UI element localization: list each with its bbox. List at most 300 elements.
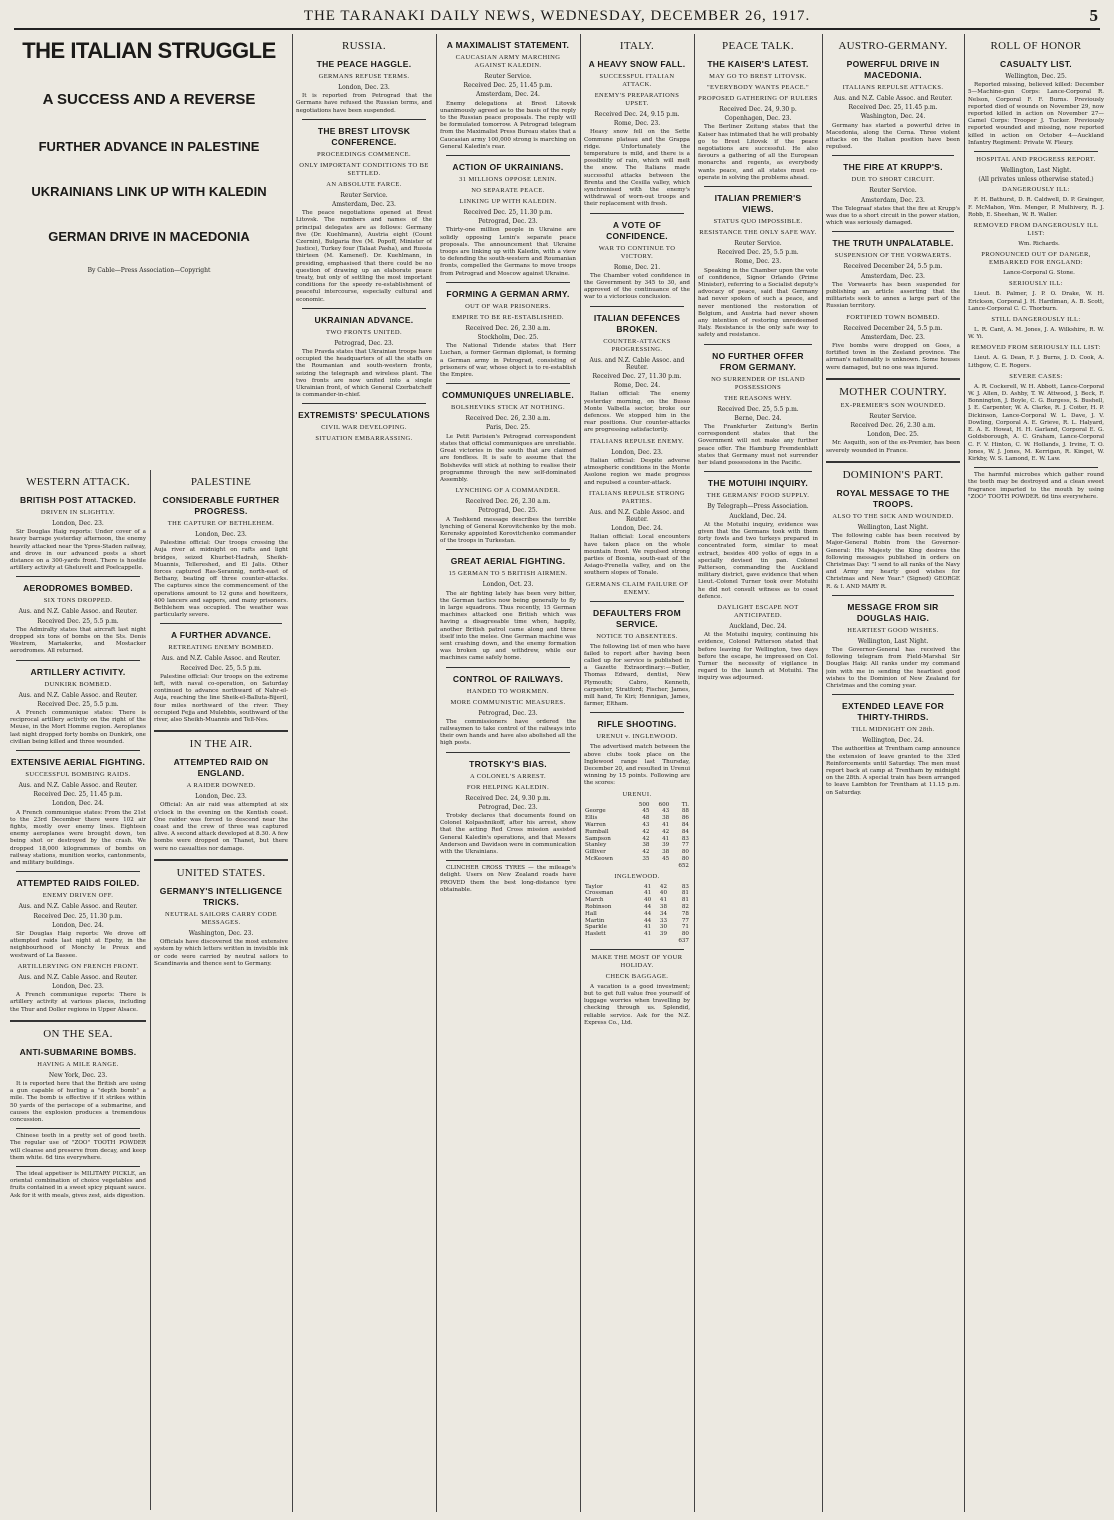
score-cell: 86 [681, 815, 689, 822]
article-subheading: STATUS QUO IMPOSSIBLE. [713, 218, 803, 226]
article-body: The Governor-General has received the following telegram from Field-Marshal Sir Douglas Haig: All ranks under my command join with me in sending the heartiest good wishes to the Dominion of New Zealand for Christmas and the coming year. [826, 646, 960, 689]
article-subheading: HEARTIEST GOOD WISHES. [847, 626, 939, 634]
score-cell: 38 [659, 903, 668, 910]
score-cell: 34 [659, 910, 668, 917]
score-cell: 44 [644, 903, 652, 910]
score-cell: 42 [642, 849, 650, 856]
name-list: A. R. Cockerell, W. H. Abbott, Lance-Corporal W. J. Allen, D. Ashby, T. W. Attwood, J. Beck, F. Bonnington, J. Boyle, C. G. Burgess, S. Bushell, J. E. Carpenter, W. A. Clarke, R. J. Coiter, H. P. Dickinson, Lance-Corporal W. L. Dave, J. V. Dowling, Corporal A. E. Grieve, R. L. Halyard, E. A. E. Howat, H. H. Garland, Corporal E. G. Goldsborough, A. C. Graham, Lance-Corporal C. F. V. Hinton, C. W. Hollands, J. Irvine, T. O. Jones, W. J. Jones, M. Kerrigan, R. Kinget, W. Kirkby, W. S. Lamond, E. W. Law. [968, 383, 1104, 462]
article-heading: THE KAISER'S LATEST. [707, 59, 809, 69]
article-subheading: THE REASONS WHY. [723, 394, 793, 402]
article-subheading: MORE COMMUNISTIC MEASURES. [450, 698, 566, 706]
table-row [584, 897, 690, 904]
article-subheading: 15 GERMAN TO 5 BRITISH AIRMEN. [448, 570, 568, 578]
section-heading: RUSSIA. [342, 40, 386, 52]
dateline: Amsterdam, Dec. 23. [861, 333, 925, 341]
article-heading: A HEAVY SNOW FALL. [588, 59, 686, 69]
divider [302, 119, 426, 120]
dateline: London, Dec. 25. [867, 431, 919, 439]
dateline: Paris, Dec. 25. [485, 424, 531, 432]
article-heading: EXTENDED LEAVE FOR THIRTY-THIRDS. [841, 701, 945, 723]
divider [16, 576, 140, 577]
article-heading: A FURTHER ADVANCE. [171, 630, 271, 641]
divider [590, 306, 684, 307]
divider [302, 308, 426, 309]
score-cell: 41 [644, 931, 652, 938]
table-row [584, 924, 690, 931]
column-rule [694, 34, 695, 1512]
table-row [584, 931, 690, 938]
score-cell: 45 [662, 855, 670, 862]
dateline: Rome, Dec. 24. [613, 382, 661, 390]
article-subheading: THE CAPTURE OF BETHLEHEM. [167, 520, 275, 527]
article-body: Sir Douglas Haig reports: We drove off attempted raids last night at Epehy, in the neighbourhood of Monchy le Preux and westward of La Bassee. [10, 930, 146, 959]
dateline: Wellington, Last Night. [857, 637, 929, 645]
article-subheading: CIVIL WAR DEVELOPING. [321, 424, 407, 432]
article-subheading: 31 MILLIONS OPPOSE LENIN. [459, 176, 557, 184]
divider [16, 1128, 140, 1129]
source-line: Aus. and N.Z. Cable Assoc. and Reuter. [18, 608, 138, 616]
article-subheading: PROPOSED GATHERING OF RULERS [698, 95, 818, 102]
dateline: Wellington, Dec. 24. [862, 737, 924, 745]
name-list: Lieut. B. Palmer, J. P. O. Drake, W. H. Erickson, Corporal J. H. Hardiman, A. B. Scott, Lance-Corporal C. C. Thorburn. [968, 291, 1104, 312]
score-cell: 42 [642, 835, 650, 842]
article-body: Official: An air raid was attempted at six o'clock in the evening on the Kentish coast. One raider was forced to descend near the coast and the crew of three was captured alive. A second attack developed at 8.30. A few bombs were dropped on Thanet, but there were no casualties nor damage. [154, 802, 288, 852]
article-subheading: SUCCESSFUL ITALIAN ATTACK. [599, 73, 675, 88]
article-body: Sir Douglas Haig reports: Under cover of a heavy barrage yesterday afternoon, the enemy heavily attacked near the Ypres-Staden railway, and drove in our advanced posts a short distance on a 300-yards front. There is hostile artillery activity at Gheluvelt and Poelcappelle. [10, 529, 146, 572]
score-cell: 38 [642, 842, 650, 849]
advertisement: CLINCHER CROSS TYRES — the mileage's delight. Users on New Zealand roads have PROVED them the best long-distance tyre obtainable. [440, 865, 576, 893]
article-subheading: DUE TO SHORT CIRCUIT. [851, 176, 935, 184]
article-subheading: HANDED TO WORKMEN. [466, 687, 550, 695]
article-subheading: SUCCESSFUL BOMBING RAIDS. [25, 771, 131, 779]
score-cell: 42 [642, 828, 650, 835]
article-heading: BRITISH POST ATTACKED. [20, 495, 136, 505]
divider [16, 1166, 140, 1167]
source-line: Reuter Service. [869, 187, 917, 195]
source-line: Aus. and N.Z. Cable Assoc. and Reuter. [833, 95, 953, 102]
article-subheading: CHECK BAGGAGE. [605, 972, 669, 980]
table-row [584, 884, 690, 891]
dateline: London, Dec. 23. [52, 520, 104, 527]
article-body: The Pravda states that Ukrainian troops have occupied the headquarters of all the staffs on the Roumanian and south-western fronts, seizing the telegraph and wireless plant. The two fronts are now united into a single Ukrainian front, of which General Czerbatcheff is commander-in-chief. [296, 349, 432, 399]
divider [704, 471, 812, 472]
column-1-header [10, 34, 288, 474]
source-line: Aus. and N.Z. Cable Assoc. and Reuter. [18, 782, 138, 790]
article-body: The advertised match between the above clubs took place on the Inglewood range last Thursday, December 20, and resulted in Urenui winning by 15 points. Following are the scores: [584, 744, 690, 787]
score-cell: 41 [659, 897, 668, 904]
article-subheading: MAKE THE MOST OF YOUR HOLIDAY. [591, 953, 683, 969]
list-heading: DANGEROUSLY ILL: [1002, 186, 1070, 194]
masthead-title: THE TARANAKI DAILY NEWS, WEDNESDAY, DECEMBER 26, 1917. [303, 8, 811, 24]
shooter-name: Haslett [585, 931, 606, 938]
section-heading: PALESTINE [190, 476, 252, 488]
section-heading: MOTHER COUNTRY. [839, 385, 947, 398]
article-body: The Telegraaf states that the fire at Krupp's was due to a short circuit in the power station, which was seriously damaged. [826, 205, 960, 227]
article-body: Heavy snow fell on the Sette Commune plateau and the Grappa ridge. Unfortunately the temperature is mild, and there is a possibility of rain, which will melt the snow. The Italians made successful attacks between the Brenta and the Cesilla valley, which synchronised with the enemy's withdrawal of worn-out troops and their replacement with fresh. [584, 129, 690, 208]
article-subheading: MAY GO TO BREST LITOVSK. [709, 73, 807, 80]
article-subheading: ALSO TO THE SICK AND WOUNDED. [832, 512, 954, 520]
shooter-name: Ellis [585, 815, 598, 822]
score-cell: 82 [681, 903, 689, 910]
column-rule [150, 470, 151, 1510]
article-subheading: EX-PREMIER'S SON WOUNDED. [840, 401, 946, 409]
note: (All privates unless otherwise stated.) [978, 176, 1094, 184]
column-rule [292, 34, 293, 1512]
table-row [584, 890, 690, 897]
article-subheading: COUNTER-ATTACKS PROGRESSING. [603, 337, 671, 353]
dateline: Rome, Dec. 23. [613, 120, 661, 128]
article-subheading: OUT OF WAR PRISONERS. [465, 302, 551, 310]
column-rule [436, 34, 437, 1512]
score-cell: 42 [659, 883, 668, 890]
dateline: New York, Dec. 23. [48, 1071, 108, 1079]
dateline: Received Dec. 25, 5.5 p.m. [717, 249, 799, 257]
score-cell: 42 [662, 828, 670, 835]
divider [446, 155, 570, 156]
divider [446, 383, 570, 384]
article-heading: RIFLE SHOOTING. [597, 719, 677, 730]
dateline: Received Dec. 24, 9.30 p.m. [465, 794, 551, 802]
article-subheading: DRIVEN IN SLIGHTLY. [40, 509, 116, 516]
dateline: London, Dec. 23. [52, 982, 104, 990]
list-heading: PRONOUNCED OUT OF DANGER, EMBARKED FOR ENGLAND: [981, 251, 1091, 267]
dateline: Wellington, Last Night. [1000, 167, 1072, 175]
divider [16, 871, 140, 872]
article-subheading: ENEMY DRIVEN OFF. [42, 892, 114, 900]
divider [704, 344, 812, 345]
dateline: Petrograd, Dec. 23. [478, 218, 538, 226]
dateline: Received Dec. 24, 9.30 p. [719, 106, 797, 113]
article-body: It is reported here that the British are using a gun capable of hurling a "depth bomb" a mile. The bomb is effective if it strikes within 50 yards of the periscope of a submarine, and causes the explosion produces a tremendous concussion. [10, 1080, 146, 1123]
masthead [14, 6, 1100, 30]
dateline: London, Oct. 23. [482, 581, 534, 589]
team-label: URENUI. [622, 790, 652, 798]
section-heading: ROLL OF HONOR [990, 40, 1082, 52]
score-cell: 81 [681, 890, 689, 897]
article-heading: GREAT AERIAL FIGHTING. [450, 556, 566, 567]
article-body: Mr. Asquith, son of the ex-Premier, has been severely wounded in France. [826, 440, 960, 454]
score-cell: 30 [659, 924, 668, 931]
headline-deck-1: A SUCCESS AND A REVERSE [42, 91, 256, 108]
dateline: Received Dec. 24, 9.15 p.m. [594, 111, 680, 118]
score-cell: 84 [681, 821, 689, 828]
score-table-inglewood [584, 884, 690, 945]
shooter-name: Sparkle [585, 924, 607, 931]
score-cell: 78 [681, 910, 689, 917]
section-heading: ITALY. [619, 40, 655, 52]
article-subheading: NEUTRAL SAILORS CARRY CODE MESSAGES. [165, 910, 277, 926]
column-header: Tl. [681, 801, 689, 808]
article-subheading: BOLSHEVIKS STICK AT NOTHING. [450, 404, 565, 412]
table-row [584, 918, 690, 925]
article-subheading: LINKING UP WITH KALEDIN. [459, 198, 557, 206]
table-row [584, 904, 690, 911]
dateline: London, Dec. 24. [611, 525, 663, 533]
article-heading: THE MOTUIHI INQUIRY. [707, 478, 809, 489]
table-row [584, 808, 690, 815]
score-cell: 44 [644, 910, 652, 917]
main-headline: THE ITALIAN STRUGGLE [22, 38, 276, 63]
article-subheading: "EVERYBODY WANTS PEACE." [706, 84, 810, 91]
dateline: Rome, Dec. 23. [734, 258, 782, 266]
score-cell: 38 [662, 849, 670, 856]
article-body: Germany has started a powerful drive in Macedonia, along the Cerna. Three violent attacks on the Italian position have been repulsed. [826, 122, 960, 151]
article-heading: DEFAULTERS FROM SERVICE. [593, 607, 681, 629]
divider [154, 730, 288, 732]
shooter-name: Robinson [585, 903, 612, 910]
dateline: London, Dec. 23. [195, 531, 247, 538]
dateline: Amsterdam, Dec. 24. [476, 91, 540, 99]
dateline: Washington, Dec. 23. [188, 929, 254, 937]
article-subheading: ARTILLERYING ON FRENCH FRONT. [17, 962, 139, 970]
divider [832, 155, 954, 156]
score-cell: 83 [681, 835, 689, 842]
shooter-name: March [585, 897, 604, 904]
list-heading: SERIOUSLY ILL: [1009, 280, 1063, 288]
article-body: Italian official: The enemy yesterday morning, on the Busso Monte Valbella sector, broke our defences. We stopped him in the rear positions. Our counter-attacks are progressing satisfactorily. [584, 391, 690, 434]
score-cell: 41 [662, 835, 670, 842]
shooter-name: Rumball [585, 828, 609, 835]
list-heading: REMOVED FROM DANGEROUSLY ILL LIST: [973, 222, 1099, 238]
article-subheading: A RAIDER DOWNED. [186, 782, 256, 790]
dateline: London, Dec. 24. [52, 921, 104, 929]
article-heading: ROYAL MESSAGE TO THE TROOPS. [836, 487, 950, 509]
source-line: Aus. and N.Z. Cable Assoc. and Reuter. [589, 356, 685, 371]
article-body: Le Petit Parisien's Petrograd correspondent states that official communiques are unreliable. Great victories in the south that are claimed are fondless. It is safe to assume that the Bolsheviks will stick at nothing to realise their programme through the new self-dominated Assembly. [440, 433, 576, 483]
list-heading: SEVERE CASES: [1009, 372, 1063, 380]
dateline: London, Dec. 24. [52, 800, 104, 808]
table-row [584, 849, 690, 856]
dateline: Received Dec. 25, 11.45 p.m. [848, 104, 938, 112]
headline-deck-3: UKRAINIANS LINK UP WITH KALEDIN [31, 184, 267, 199]
article-heading: THE TRUTH UNPALATABLE. [832, 238, 954, 249]
article-heading: EXTENSIVE AERIAL FIGHTING. [10, 757, 146, 768]
dateline: Received Dec. 25, 11.45 p.m. [33, 791, 123, 799]
dateline: London, Dec. 23. [195, 793, 247, 801]
article-heading: AERODROMES BOMBED. [23, 583, 133, 594]
article-heading: FORMING A GERMAN ARMY. [446, 288, 570, 299]
dateline: Received Dec. 26, 2.30 a.m. [465, 415, 551, 423]
source-line: Aus. and N.Z. Cable Assoc. and Reuter. [161, 655, 281, 663]
name-list: F. H. Bathurst, D. R. Caldwell, D. P. Grainger, F. McMahon, Wm. Menger, P. Mulhivery, R. J. Robb, E. Sheehan, W. R. Waller. [968, 197, 1104, 218]
table-total-row [584, 863, 690, 870]
article-subheading: ITALIANS REPULSE STRONG PARTIES. [588, 489, 686, 505]
article-body: The following list of men who have failed to report after having been called up for service is published in a Gazette Extraordinary:—Butler, Thomas Edward, dentist, New Plymouth; Cabro, Kenneth, carpenter, Stratford; Fischer, James, mill hand, Te Kiri; Hennigan, James, farmer, Eltham. [584, 643, 690, 708]
article-subheading: NO SEPARATE PEACE. [471, 187, 545, 195]
shooter-name: Hall [585, 910, 597, 917]
article-body: A French communique states: There is reciprocal artillery activity on the right of the Meuse, in the Mort Homme region. Aeroplanes last night dropped forty bombs on Dunkirk, one civilian being killed and three wounded. [10, 710, 146, 745]
article-heading: ITALIAN PREMIER'S VIEWS. [714, 193, 802, 215]
dateline: Stockholm, Dec. 25. [477, 334, 539, 342]
dateline: Received Dec. 25, 11.45 p.m. [463, 82, 553, 90]
article-heading: EXTREMISTS' SPECULATIONS [298, 410, 430, 421]
dateline: Petrograd, Dec. 23. [334, 339, 394, 347]
article-subheading: AN ABSOLUTE FARCE. [326, 180, 402, 188]
dateline: Petrograd, Dec. 23. [478, 709, 538, 717]
divider [446, 752, 570, 753]
score-cell: 40 [644, 897, 652, 904]
article-subheading: TILL MIDNIGHT ON 28th. [851, 726, 935, 734]
divider [302, 403, 426, 404]
article-body: The Chamber voted confidence in the Government by 345 to 30, and approved of the continuance of the war to a victorious conclusion. [584, 272, 690, 301]
page-number: 5 [1089, 6, 1098, 25]
article-subheading: SUSPENSION OF THE VORWAERTS. [834, 252, 952, 260]
dateline: Wellington, Last Night. [857, 523, 929, 531]
article-body: The National Tidende states that Herr Luchan, a former German diplomat, is forming a German army in Petrograd, consisting of prisoners of war, whose object is to re-establish the Empire. [440, 343, 576, 379]
source-line: Aus. and N.Z. Cable Assoc. and Reuter. [18, 691, 138, 699]
score-cell: 43 [642, 821, 650, 828]
article-subheading: RESISTANCE THE ONLY SAFE WAY. [699, 229, 817, 237]
article-body: A Tashkend message describes the terrible lynching of General Korovitchenko by the mob. Kerensky appointed Korovitchenko commander of the troops in Turkestan. [440, 516, 576, 545]
table-row [584, 822, 690, 829]
article-subheading: NO SURRENDER OF ISLAND POSSESSIONS [711, 375, 805, 391]
section-heading: ON THE SEA. [43, 1027, 113, 1040]
article-heading: GERMANY'S INTELLIGENCE TRICKS. [159, 885, 283, 907]
article-body: Five bombs were dropped on Goes, a fortified town in the Zeeland province. The airman's nationality is unknown. Some houses were damaged, but no one was injured. [826, 343, 960, 371]
article-body: At the Motuihi inquiry, evidence was given that the Germans took with them forty fowls and two turkeys prepared in concentrated form, similar to meat extract, besides 400 yolks of eggs in a specially devised tin pan. Colonel Patterson, commanding the Auckland military district, gave evidence that when Lieut.-Colonel Turner took over Motuihi he did not consult witness as to coast defence. [698, 521, 818, 600]
team-total: 652 [678, 862, 689, 869]
source-line: Reuter Service. [869, 412, 917, 420]
divider [446, 667, 570, 668]
list-heading: STILL DANGEROUSLY ILL: [991, 316, 1081, 324]
article-heading: THE PEACE HAGGLE. [316, 59, 412, 69]
article-subheading: HOSPITAL AND PROGRESS REPORT. [976, 156, 1096, 164]
column-5 [698, 34, 818, 1514]
shooter-name: George [585, 808, 606, 815]
source-line: Aus. and N.Z. Cable Assoc. and Reuter. [18, 973, 138, 981]
dateline: Received Dec. 25, 11.30 p.m. [33, 912, 123, 920]
article-body: The Admiralty states that aircraft last night dropped six tons of bombs on the Sts. Denis Westrem, Mariakerke, and Mostacker aerodromes. All returned. [10, 626, 146, 655]
article-subheading: PROCEEDINGS COMMENCE. [317, 150, 411, 158]
dateline: London, Dec. 23. [338, 84, 390, 91]
column-7 [968, 34, 1104, 1514]
column-rule [822, 34, 823, 1512]
article-body: Italian official: Despite adverse atmospheric conditions in the Monte Asolone region we made progress and repulsed a counter-attack. [584, 457, 690, 486]
article-body: The peace negotiations opened at Brest Litovsk. The numbers and names of the principal delegates are as follows: Germany five (Dr. Kuehlmann), Austria eight (Count Czernin), Bulgaria five (M. Popoff, Minister of Justice), Turkey four (Talaat Pasha), and Russia thirteen (M. Kamenef). Dr. Kuehlmann, in presiding, emphasised that there could be no question of drawing up an elaborate peace treaty, but only of settling the most important conditions for the speedy re-establishment of peaceful intercourse, especially cultural and economic. [296, 210, 432, 303]
score-cell: 77 [681, 917, 689, 924]
advertisement: The harmful microbes which gather round the teeth may be destroyed and a clean sweet fragrance imparted to the mouth by using "ZOO" TOOTH POWDER. 6d tins everywhere. [968, 472, 1104, 500]
section-heading: IN THE AIR. [189, 738, 253, 751]
article-subheading: SITUATION EMBARRASSING. [315, 435, 413, 443]
divider [826, 378, 960, 380]
article-heading: POWERFUL DRIVE IN MACEDONIA. [846, 59, 940, 80]
article-subheading: GERMANS REFUSE TERMS. [318, 73, 410, 80]
score-cell: 80 [681, 849, 689, 856]
divider [826, 461, 960, 463]
source-line: Reuter Service. [484, 73, 532, 80]
list-heading: REMOVED FROM SERIOUSLY ILL LIST: [971, 344, 1101, 352]
dateline: Amsterdam, Dec. 23. [861, 272, 925, 280]
column-rule [964, 34, 965, 1512]
article-subheading: SIX TONS DROPPED. [43, 597, 113, 605]
table-body [584, 884, 690, 938]
article-heading: TROTSKY'S BIAS. [469, 758, 547, 769]
dateline: Amsterdam, Dec. 23. [332, 201, 396, 209]
score-cell: 71 [681, 924, 689, 931]
name-list: Wm. Richards. [1018, 241, 1060, 248]
article-subheading: ENEMY'S PREPARATIONS UPSET. [594, 92, 680, 107]
column-4 [584, 34, 690, 1514]
section-heading: WESTERN ATTACK. [26, 476, 130, 488]
score-cell: 44 [644, 917, 652, 924]
score-cell: 43 [662, 808, 670, 815]
article-heading: ACTION OF UKRAINIANS. [452, 162, 564, 173]
divider [446, 549, 570, 550]
team-label: INGLEWOOD. [614, 872, 660, 880]
table-total-row [584, 938, 690, 945]
dateline: Auckland, Dec. 24. [729, 512, 787, 520]
article-body: Thirty-one million people in Ukraine are solidly opposing Lenin's separate peace proposals. The announcement that Ukraine troops are linking up with Kaledin, with a view to defending the south-western and Roumanian fronts, compelled the Germans to move troops from Petrograd and Moscow against Ukraine. [440, 227, 576, 277]
article-body: A French communique states: From the 21st to the 23rd December there were 102 air fights, mostly over enemy lines. Eighteen enemy aeroplanes were brought down, ten being shot or destroyed by the crash. We dropped 18,000 kilogrammes of bombs on railway stations, munition works, cantonments, and military buildings. [10, 809, 146, 867]
article-subheading: THE GERMANS' FOOD SUPPLY. [706, 492, 810, 500]
dateline: Copenhagen, Dec. 23. [724, 115, 792, 123]
article-subheading: NOTICE TO ABSENTEES. [596, 632, 678, 640]
divider [160, 623, 282, 624]
shooter-name: Stanley [585, 842, 607, 849]
article-heading: MESSAGE FROM SIR DOUGLAS HAIG. [847, 601, 939, 623]
divider [590, 712, 684, 713]
article-body: It is reported from Petrograd that the Germans have refused the Russian terms, and negotiations have been suspended. [296, 93, 432, 114]
score-cell: 39 [662, 842, 670, 849]
score-cell: 81 [681, 897, 689, 904]
column-1b [154, 470, 288, 1514]
name-list: L. R. Cant, A. M. Jones, J. A. Wilkshire, R. W. W. Yi. [968, 327, 1104, 341]
shooter-name: Gilliver [585, 849, 606, 856]
article-heading: CONTROL OF RAILWAYS. [452, 673, 564, 684]
score-cell: 41 [644, 924, 652, 931]
dateline: Received Dec. 26, 2.30 a.m. [465, 324, 551, 332]
score-cell: 77 [681, 842, 689, 849]
column-2 [296, 34, 432, 1514]
article-heading: ANTI-SUBMARINE BOMBS. [19, 1046, 137, 1057]
dateline: Berne, Dec. 24. [734, 414, 782, 422]
article-body: The commissioners have ordered the railwaymen to take control of the railways into their own hands and have also abolished all the high posts. [440, 718, 576, 747]
dateline: Received Dec. 26, 2.30 a.m. [850, 422, 936, 430]
table-row [584, 836, 690, 843]
divider [974, 151, 1098, 152]
article-heading: COMMUNIQUES UNRELIABLE. [441, 390, 575, 401]
shooter-name: Crossman [585, 890, 614, 897]
dateline: Petrograd, Dec. 25. [478, 507, 538, 515]
article-heading: ARTILLERY ACTIVITY. [30, 666, 126, 677]
section-heading: UNITED STATES. [176, 866, 266, 879]
article-heading: NO FURTHER OFFER FROM GERMANY. [712, 350, 804, 372]
divider [974, 467, 1098, 468]
article-heading: A MAXIMALIST STATEMENT. [446, 40, 570, 50]
divider [832, 595, 954, 596]
article-subheading: WAR TO CONTINUE TO VICTORY. [598, 244, 676, 260]
divider [590, 213, 684, 214]
divider [590, 601, 684, 602]
article-subheading: ONLY IMPORTANT CONDITIONS TO BE SETTLED. [299, 161, 429, 177]
dateline: London, Dec. 23. [611, 448, 663, 456]
article-heading: THE FIRE AT KRUPP'S. [843, 162, 943, 173]
dateline: Rome, Dec. 21. [613, 263, 661, 271]
article-subheading: A COLONEL'S ARREST. [469, 772, 546, 780]
article-subheading: DUNKIRK BOMBED. [44, 680, 112, 688]
divider [832, 231, 954, 232]
score-cell: 80 [681, 931, 689, 938]
section-heading: DOMINION'S PART. [842, 468, 944, 481]
divider [590, 949, 684, 950]
dateline: Washington, Dec. 24. [860, 113, 926, 121]
article-body: The Berliner Zeitung states that the Kaiser has intimated that he will probably go to Brest Litovsk if the peace negotiations are successful. He also favours a gathering of all the European monarchs and regents, as everybody wants peace, and all states must co-operate in solving the problems ahead. [698, 124, 818, 181]
article-body: Reported missing, believed killed: December 5—Machine-gun Corps: Lance-Corporal R. Nelson, Corporal F. F. Burns. Previously reported died of wounds on November 29, now reported killed in action on November 27—Camel Corps: Trooper J. Tucker. Previously reported wounded and missing, now reported killed in action on October 4—Auckland Infantry Regiment: Private W. Fleury. [968, 82, 1104, 146]
article-subheading: ITALIANS REPULSE ENEMY. [590, 437, 684, 445]
article-subheading: EMPIRE TO BE RE-ESTABLISHED. [452, 313, 564, 321]
dateline: Wellington, Dec. 25. [1005, 73, 1067, 80]
divider [446, 282, 570, 283]
